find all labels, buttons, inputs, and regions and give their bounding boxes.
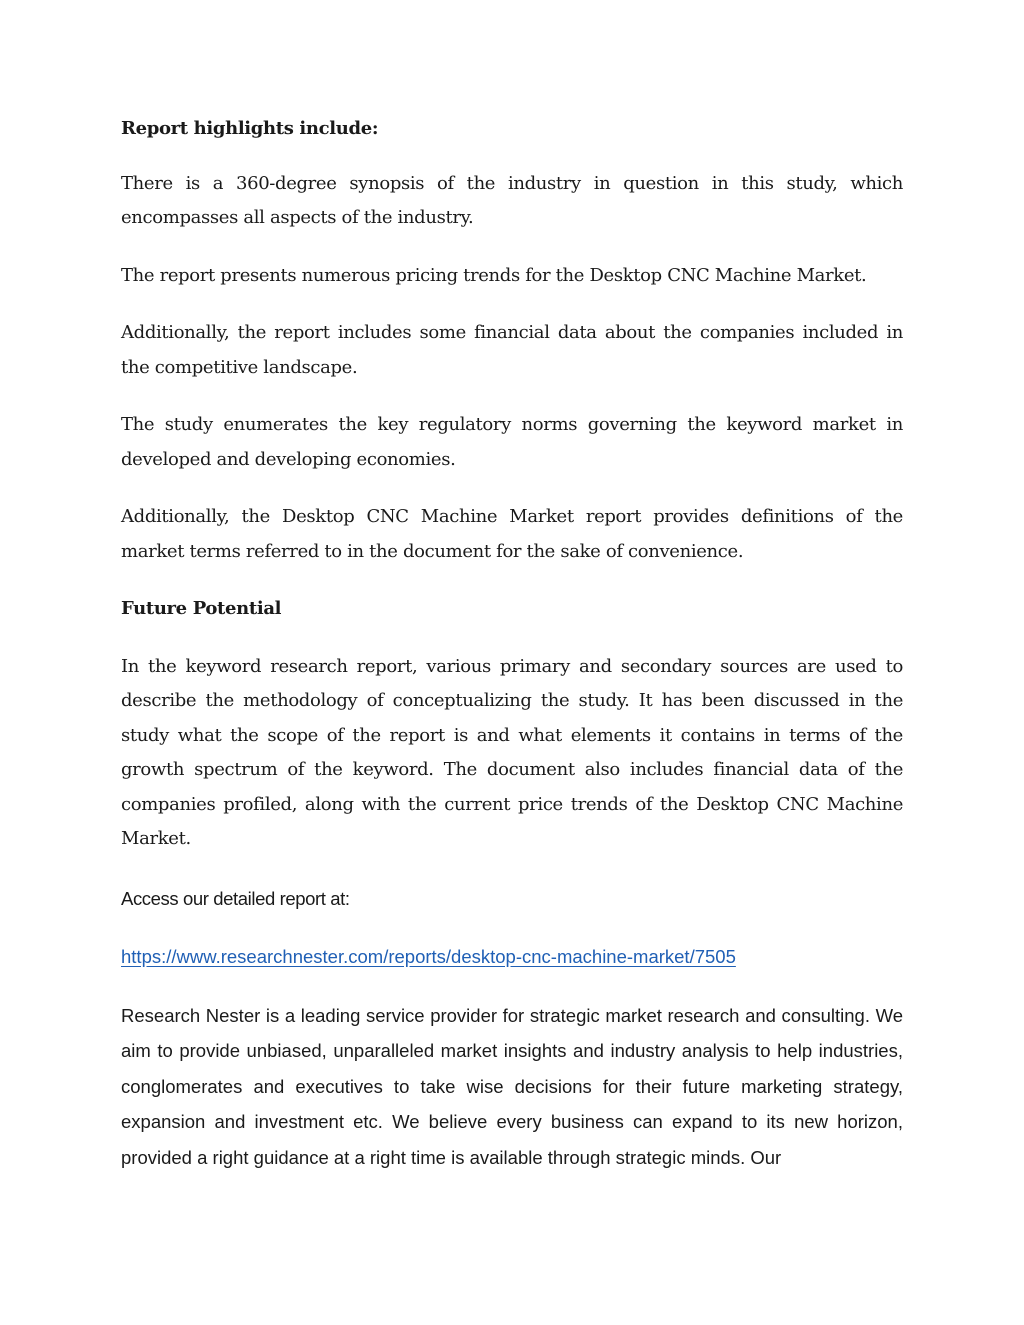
highlight-paragraph: The report presents numerous pricing trends for the Desktop CNC Machine Market.: [121, 264, 867, 286]
access-report-label: Access our detailed report at:: [121, 887, 350, 909]
highlight-paragraph: The study enumerates the key regulatory norms governing the keyword market in developed and developing economies.: [121, 414, 903, 470]
about-paragraph: Research Nester is a leading service provider for strategic market research and consulting. We aim to provide unbiased, unparalleled market insights and industry analysis to help industries, conglomerates and executives to take wise decisions for their future marketing strategy, expansion and investment etc. We believe every business can expand to its new horizon, provided a right guidance at a right time is available through strategic minds. Our: [121, 1004, 903, 1168]
document-page: [121, 112, 903, 1175]
highlight-paragraph: Additionally, the report includes some financial data about the companies included in the competitive landscape.: [121, 322, 903, 378]
highlight-paragraph: There is a 360-degree synopsis of the industry in question in this study, which encompasses all aspects of the industry.: [121, 172, 903, 228]
highlights-heading: Report highlights include:: [121, 118, 379, 139]
future-potential-paragraph: In the keyword research report, various primary and secondary sources are used to describe the methodology of conceptualizing the study. It has been discussed in the study what the scope of the report is and what elements it contains in terms of the growth spectrum of the keyword. The document also includes financial data of the companies profiled, along with the current price trends of the Desktop CNC Machine Market.: [121, 655, 903, 849]
report-link-line: [121, 939, 903, 975]
highlight-paragraph: Additionally, the Desktop CNC Machine Market report provides definitions of the market terms referred to in the document for the sake of convenience.: [121, 506, 903, 562]
report-link[interactable]: https://www.researchnester.com/reports/desktop-cnc-machine-market/7505: [121, 946, 736, 967]
future-potential-heading: Future Potential: [121, 598, 282, 619]
